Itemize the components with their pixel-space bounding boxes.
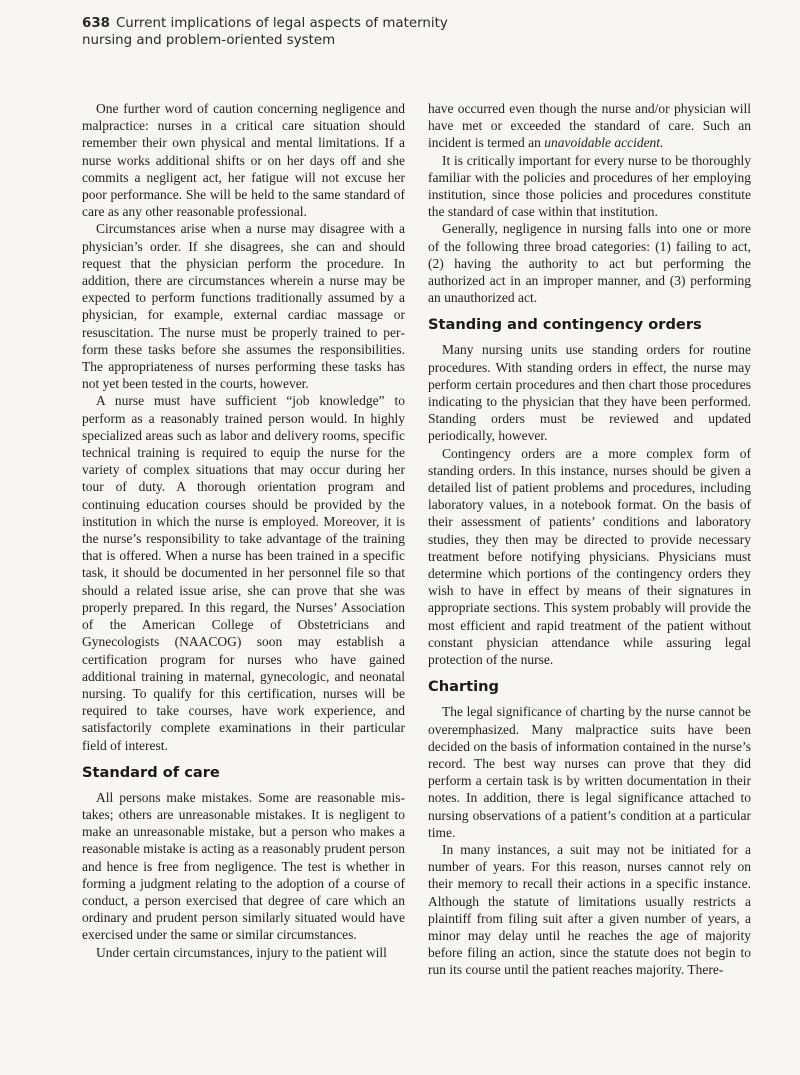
section-heading-standing-orders: Standing and contingency orders: [428, 316, 702, 334]
paragraph: All persons make mistakes. Some are reasonable mistakes; others are unreasonable mistakes. It is negligent to make an unreasonable mistake, but a person who makes a reasonable mistake is acting as a reasonably prudent person and hence is free from negligence. The test is whether in forming a judgment relating to the adoption of a course of conduct, a person exercised that degree of care which an ordinary and prudent person similarly situated would have exercised under the same or similar circumstances.: [82, 789, 405, 943]
paragraph: Contingency orders are a more complex form of standing orders. In this instance, nurses should be given a detailed list of patient problems and procedures, including laboratory values, in a notebook format. On the basis of their assessment of patients’ conditions and laboratory studies, they then may be directed to provide necessary treatment before notifying physicians. Physicians must determine which portions of the contingency orders they wish to have in effect by means of their signatures in appropriate sections. This system probably will provide the most efficient and rapid treatment of the patient without constant physician attendance while assuring legal protection of the nurse.: [428, 445, 751, 668]
paragraph: Many nursing units use standing orders for routine procedures. With standing orders in effect, the nurse may perform certain procedures and then chart those procedures indicating to the physician that they have been performed. Standing orders must be reviewed and updated periodically, however.: [428, 342, 751, 444]
left-column: [82, 100, 405, 961]
section-heading-charting: Charting: [428, 678, 499, 696]
paragraph: Under certain circumstances, injury to the patient will: [96, 944, 387, 960]
paragraph: One further word of caution concerning negligence and malpractice: nurses in a critical care situation should remember their own physical and mental limitations. If a nurse works additional shifts or on her days off and she commits a negligent act, her fatigue will not excuse her poor performance. She will be held to the same standard of care as any other reasonable professional.: [82, 101, 405, 220]
paragraph: The legal significance of charting by the nurse cannot be overemphasized. Many malpractice suits have been decided on the basis of information contained in the nurse’s record. The best way nurses can prove that they did perform a certain task is by written documentation in their notes. In addition, there is legal significance attached to nursing observations of a patient’s condition at a particular time.: [428, 704, 751, 840]
paragraph-text: have occurred even though the nurse and/or physician will have met or exceeded the standard of care. Such an incident is termed an: [428, 101, 751, 151]
running-header: [82, 15, 482, 49]
italic-term: unavoidable accident.: [544, 135, 664, 151]
page-number: 638: [82, 16, 110, 31]
paragraph: A nurse must have sufficient “job knowledge” to perform as a reasonably trained person would. In highly specialized areas such as labor and delivery rooms, specific technical training is required to equip the nurse for the variety of complex situations that may occur during her tour of duty. A thorough orientation program and continuing education courses should be provided by the institution in which the nurse is employed. Moreover, it is the nurse’s responsibility to take advantage of the training that is offered. When a nurse has been trained in a specific task, it should be documented in her personnel file so that should a related issue arise, she can prove that she was properly prepared. In this regard, the Nurses’ Association of the American College of Obstetricians and Gynecologists (NAACOG) soon may establish a certification program for nurses who have gained additional training in maternal, gynecologic, and neonatal nursing. To qualify for this certification, nurses will be required to take courses, have work experience, and satisfactorily complete examinations in their particular field of interest.: [82, 393, 405, 753]
paragraph: In many instances, a suit may not be initiated for a number of years. For this reason, nurses cannot rely on their memory to recall their actions in a specific instance. Although the statute of limitations usually restricts a plaintiff from filing suit after a given number of years, a minor may delay until he reaches the age of majority before filing an action, since the statute does not begin to run its course until the patient reaches majority. There-: [428, 841, 751, 978]
paragraph: [428, 100, 751, 152]
right-column: [428, 100, 751, 979]
running-title: Current implications of legal aspects of maternity nursing and problem-oriented system: [82, 16, 448, 48]
paragraph: It is critically important for every nurse to be thoroughly familiar with the policies and procedures of her employing institution, since those policies and procedures constitute the standard of case within that institution.: [428, 152, 751, 220]
section-heading-standard-of-care: Standard of care: [82, 763, 220, 781]
paragraph: Circumstances arise when a nurse may disagree with a physician’s order. If she disagrees, she can and should request that the physician perform the procedure. In addition, there are circumstances wherein a nurse may be expected to perform functions traditionally assumed by a physician, for example, external cardiac massage or resuscitation. The nurse must be properly trained to perform these tasks before she assumes the responsibilities. The appropriateness of nurses performing these tasks has not yet been tested in the courts, however.: [82, 221, 405, 392]
paragraph: Generally, negligence in nursing falls into one or more of the following three broad categories: (1) failing to act, (2) having the authority to act but performing the authorized act in an improper manner, and (3) performing an unauthorized act.: [428, 221, 751, 306]
